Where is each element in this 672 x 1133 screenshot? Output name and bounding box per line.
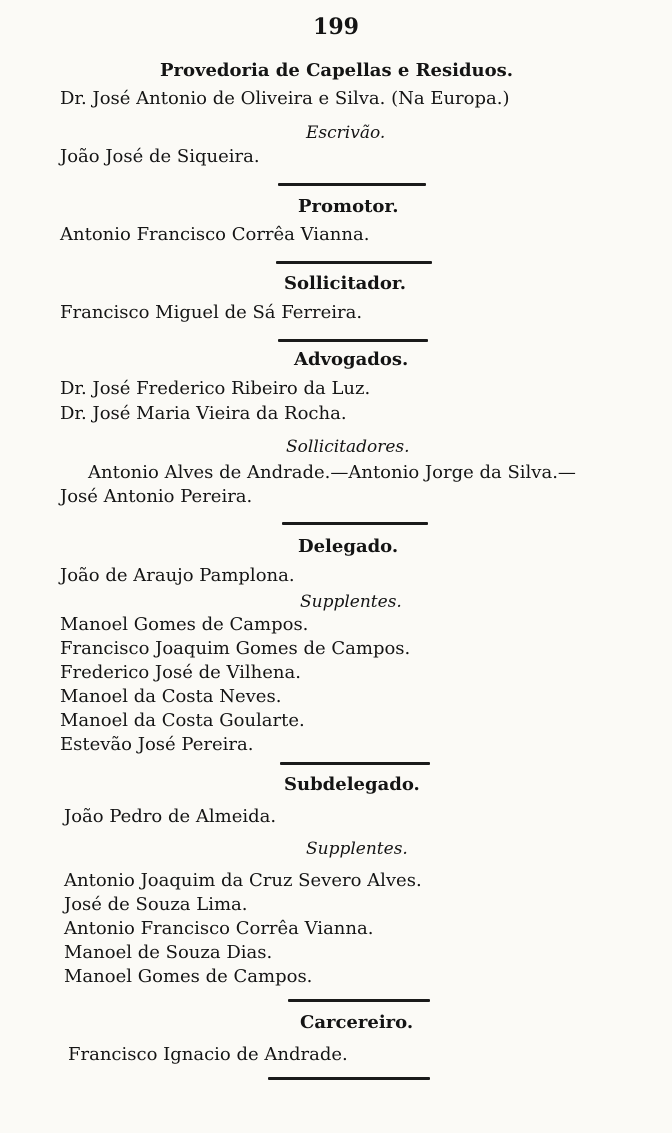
divider-rule xyxy=(280,762,430,765)
sollicitadores-line: José Antonio Pereira. xyxy=(60,486,253,507)
subdelegado-supplente: Antonio Francisco Corrêa Vianna. xyxy=(64,918,374,939)
subdelegado-supplente: Manoel Gomes de Campos. xyxy=(64,966,313,987)
provedor-name: Dr. José Antonio de Oliveira e Silva. (Na Europa.) xyxy=(60,88,510,109)
divider-rule xyxy=(278,339,428,342)
delegado-heading: Delegado. xyxy=(298,536,399,557)
delegado-supplente: Estevão José Pereira. xyxy=(60,734,254,755)
delegado-supplente: Manoel Gomes de Campos. xyxy=(60,614,309,635)
delegado-supplentes-heading: Supplentes. xyxy=(300,592,402,612)
sollicitador-name: Francisco Miguel de Sá Ferreira. xyxy=(60,302,363,323)
delegado-name: João de Araujo Pamplona. xyxy=(60,565,295,586)
carcereiro-name: Francisco Ignacio de Andrade. xyxy=(68,1044,348,1065)
subdelegado-supplente: Manoel de Souza Dias. xyxy=(64,942,273,963)
delegado-supplente: Manoel da Costa Goularte. xyxy=(60,710,305,731)
divider-rule xyxy=(276,261,432,264)
subdelegado-name: João Pedro de Almeida. xyxy=(64,806,277,827)
delegado-supplente: Manoel da Costa Neves. xyxy=(60,686,282,707)
sollicitadores-heading: Sollicitadores. xyxy=(286,437,410,457)
escrivao-name: João José de Siqueira. xyxy=(60,146,260,167)
advogados-heading: Advogados. xyxy=(294,349,409,370)
section-title: Provedoria de Capellas e Residuos. xyxy=(160,60,514,81)
promotor-heading: Promotor. xyxy=(298,196,399,217)
subdelegado-supplente: José de Souza Lima. xyxy=(64,894,248,915)
delegado-supplente: Francisco Joaquim Gomes de Campos. xyxy=(60,638,411,659)
escrivao-heading: Escrivão. xyxy=(306,123,386,143)
divider-rule xyxy=(278,183,426,186)
subdelegado-supplente: Antonio Joaquim da Cruz Severo Alves. xyxy=(64,870,422,891)
carcereiro-heading: Carcereiro. xyxy=(300,1012,414,1033)
delegado-supplente: Frederico José de Vilhena. xyxy=(60,662,301,683)
advogado-name: Dr. José Maria Vieira da Rocha. xyxy=(60,403,347,424)
divider-rule xyxy=(268,1077,430,1080)
divider-rule xyxy=(282,522,428,525)
advogado-name: Dr. José Frederico Ribeiro da Luz. xyxy=(60,378,371,399)
sollicitadores-line: Antonio Alves de Andrade.—Antonio Jorge da Silva.— xyxy=(88,462,576,483)
subdelegado-supplentes-heading: Supplentes. xyxy=(306,839,408,859)
page-number: 199 xyxy=(313,14,359,40)
divider-rule xyxy=(288,999,430,1002)
subdelegado-heading: Subdelegado. xyxy=(284,774,420,795)
promotor-name: Antonio Francisco Corrêa Vianna. xyxy=(60,224,370,245)
sollicitador-heading: Sollicitador. xyxy=(284,273,406,294)
